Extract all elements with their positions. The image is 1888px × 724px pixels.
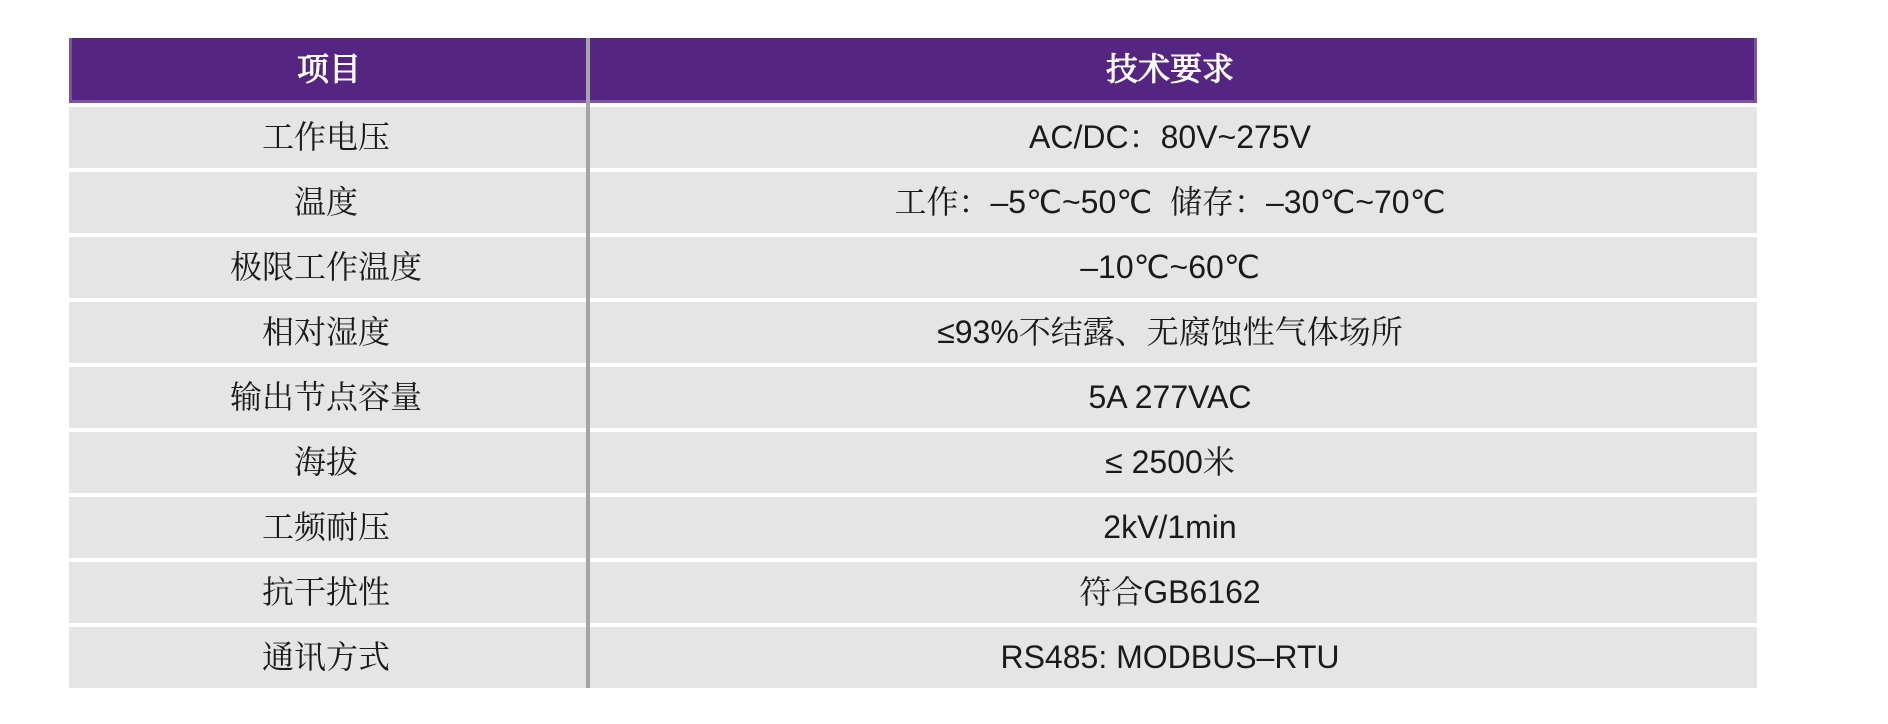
spec-item-label: 极限工作温度 (229, 249, 422, 285)
spec-value-label: 5A 277VAC (1088, 379, 1252, 415)
spec-item-label: 通讯方式 (261, 639, 390, 675)
table-row (69, 497, 1757, 558)
spec-table (69, 38, 1757, 688)
spec-value-label: ≤93%不结露、无腐蚀性气体场所 (937, 314, 1403, 350)
spec-value-label: RS485: MODBUS–RTU (1000, 639, 1340, 675)
table-row (69, 237, 1757, 298)
table-row (69, 302, 1757, 363)
table-row (69, 432, 1757, 493)
spec-value-label: –10℃~60℃ (1080, 249, 1260, 285)
table-row (69, 367, 1757, 428)
spec-item-label: 工频耐压 (261, 509, 390, 545)
table-row (69, 627, 1757, 688)
spec-value-label: ≤ 2500米 (1105, 444, 1235, 480)
spec-item-label: 工作电压 (261, 119, 390, 155)
spec-item-label: 抗干扰性 (261, 574, 390, 610)
spec-value-label: 符合GB6162 (1079, 574, 1261, 610)
table-row (69, 107, 1757, 168)
table-row (69, 172, 1757, 233)
table-header-row (69, 38, 1757, 103)
table-row (69, 562, 1757, 623)
spec-value-label: 2kV/1min (1103, 509, 1237, 545)
column-header-item: 项目 (296, 51, 361, 87)
spec-value-label: 工作：–5℃~50℃ 储存：–30℃~70℃ (894, 184, 1446, 220)
column-divider-line (586, 38, 590, 688)
spec-item-label: 输出节点容量 (229, 379, 422, 415)
spec-item-label: 温度 (293, 184, 358, 220)
spec-value-label: AC/DC：80V~275V (1029, 119, 1311, 155)
column-header-requirement: 技术要求 (1105, 51, 1234, 87)
spec-item-label: 相对湿度 (261, 314, 390, 350)
spec-item-label: 海拔 (293, 444, 358, 480)
